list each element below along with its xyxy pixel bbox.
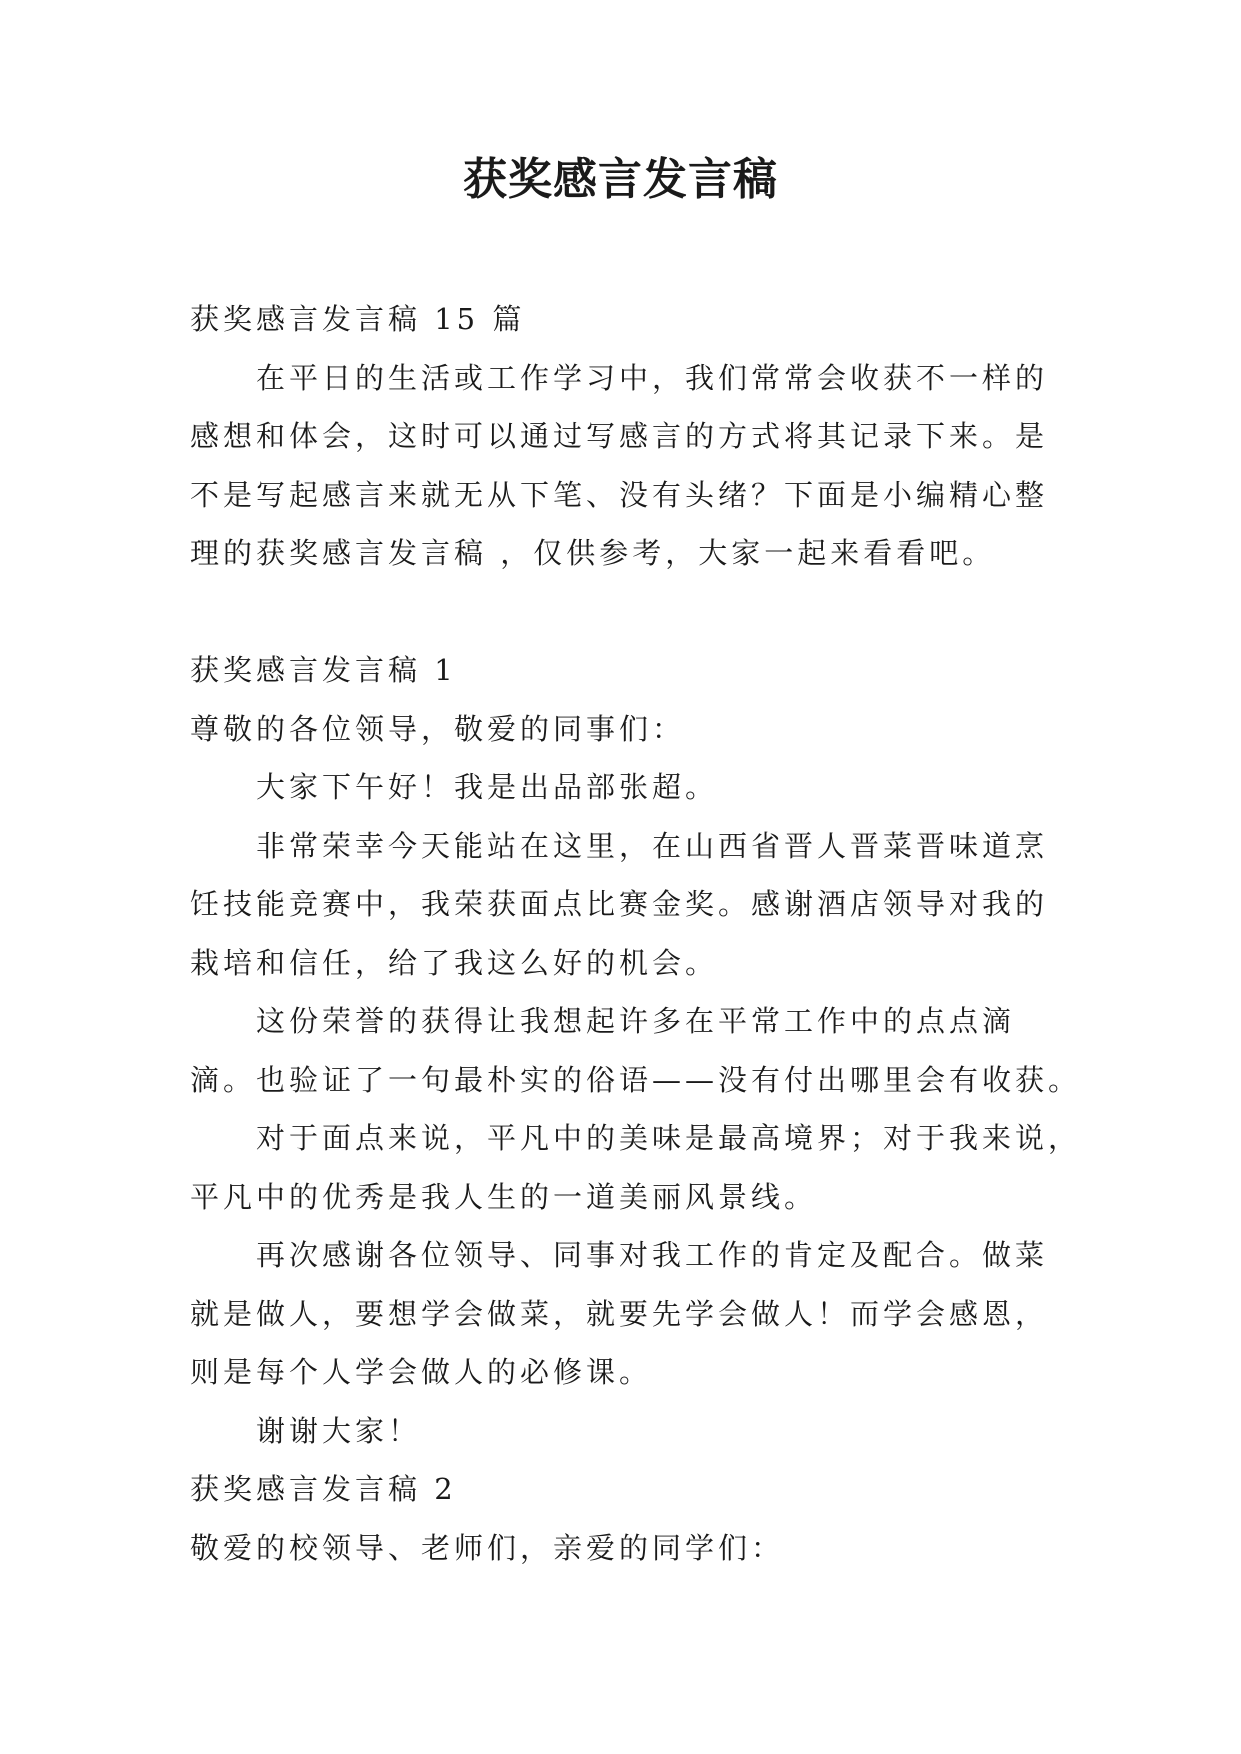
paragraph-line: 平凡中的优秀是我人生的一道美丽风景线。 bbox=[190, 1179, 818, 1214]
section-heading-2: 获奖感言发言稿 2 bbox=[190, 1472, 457, 1506]
salutation: 敬爱的校领导、老师们，亲爱的同学们： bbox=[190, 1530, 785, 1565]
closing-line: 谢谢大家！ bbox=[190, 1413, 422, 1448]
intro-heading: 获奖感言发言稿 15 篇 bbox=[190, 302, 526, 336]
intro-paragraph-line: 感想和体会，这时可以通过写感言的方式将其记录下来。是 bbox=[190, 419, 1049, 453]
paragraph-line: 再次感谢各位领导、同事对我工作的肯定及配合。做菜 bbox=[190, 1238, 1049, 1272]
paragraph-line: 就是做人，要想学会做菜，就要先学会做人！而学会感恩， bbox=[190, 1296, 1049, 1331]
document-title: 获奖感言发言稿 bbox=[463, 154, 778, 205]
paragraph-line: 这份荣誉的获得让我想起许多在平常工作中的点点滴 bbox=[190, 1004, 1016, 1038]
intro-paragraph-line: 不是写起感言来就无从下笔、没有头绪？下面是小编精心整 bbox=[190, 477, 1049, 512]
intro-paragraph-line: 在平日的生活或工作学习中，我们常常会收获不一样的 bbox=[190, 360, 1049, 395]
paragraph-line: 非常荣幸今天能站在这里，在山西省晋人晋菜晋味道烹 bbox=[190, 828, 1049, 863]
paragraph-line: 对于面点来说，平凡中的美味是最高境界；对于我来说， bbox=[190, 1121, 1082, 1155]
intro-paragraph-line: 理的获奖感言发言稿 ，仅供参考，大家一起来看看吧。 bbox=[190, 536, 996, 570]
salutation: 尊敬的各位领导，敬爱的同事们： bbox=[190, 711, 686, 746]
section-heading-1: 获奖感言发言稿 1 bbox=[190, 653, 457, 687]
paragraph-line: 大家下午好！我是出品部张超。 bbox=[190, 770, 719, 804]
paragraph-line: 饪技能竞赛中，我荣获面点比赛金奖。感谢酒店领导对我的 bbox=[190, 887, 1049, 921]
paragraph-line: 栽培和信任，给了我这么好的机会。 bbox=[190, 945, 719, 980]
paragraph-line: 则是每个人学会做人的必修课。 bbox=[190, 1355, 653, 1389]
blank-line bbox=[190, 583, 1052, 642]
document-body bbox=[190, 290, 1082, 1577]
paragraph-line: 滴。也验证了一句最朴实的俗语——没有付出哪里会有收获。 bbox=[190, 1062, 1082, 1097]
